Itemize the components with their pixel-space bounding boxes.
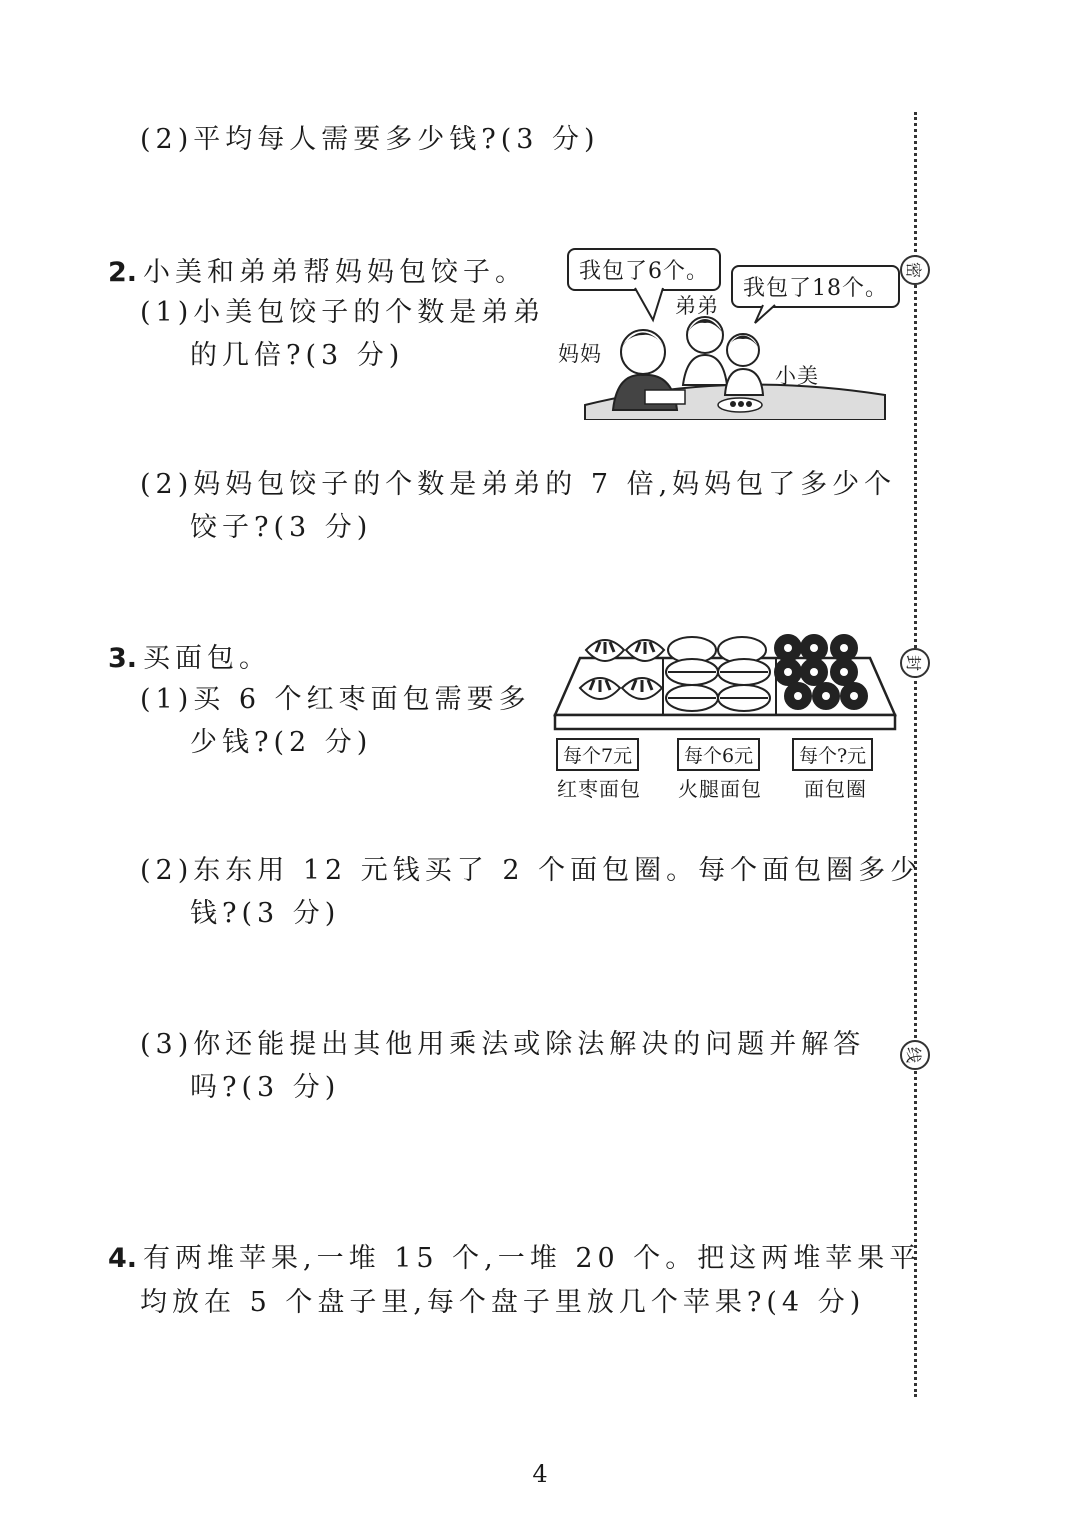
price-donut: 每个?元 bbox=[792, 738, 873, 771]
name-donut: 面包圈 bbox=[804, 777, 867, 801]
q2-stem-line bbox=[108, 250, 527, 289]
speech-bubble-brother: 我包了6个。 bbox=[567, 248, 721, 291]
q3-part1-line1: (1)买 6 个红枣面包需要多 bbox=[140, 684, 531, 715]
label-mother: 妈妈 bbox=[558, 342, 602, 366]
q2-part1-line2: 的几倍?(3 分) bbox=[190, 340, 405, 371]
q2-part2-line2: 饺子?(3 分) bbox=[190, 512, 373, 543]
family-drawing bbox=[555, 245, 900, 420]
page-number: 4 bbox=[532, 1460, 548, 1488]
price-red-date-bread: 每个7元 bbox=[556, 738, 639, 771]
q3-part2-line1: (2)东东用 12 元钱买了 2 个面包圈。每个面包圈多少 bbox=[140, 855, 923, 886]
q3-part3-line2: 吗?(3 分) bbox=[190, 1072, 341, 1103]
label-brother: 弟弟 bbox=[675, 294, 719, 318]
q3-stem-line bbox=[108, 636, 271, 675]
q2-number: 2. bbox=[108, 257, 138, 288]
q4-text-line1: 有两堆苹果,一堆 15 个,一堆 20 个。把这两堆苹果平 bbox=[143, 1243, 922, 1274]
binding-dotted-line bbox=[914, 112, 917, 1397]
q3-number: 3. bbox=[108, 643, 138, 674]
speech-bubble-xiaomei: 我包了18个。 bbox=[731, 265, 900, 308]
q4-line1 bbox=[108, 1236, 921, 1275]
bread-counter-drawing bbox=[550, 630, 900, 735]
q4-line2: 均放在 5 个盘子里,每个盘子里放几个苹果?(4 分) bbox=[140, 1287, 866, 1318]
q3-stem: 买面包。 bbox=[143, 643, 272, 674]
q3-part2-line2: 钱?(3 分) bbox=[190, 898, 341, 929]
name-red-date-bread: 红枣面包 bbox=[557, 777, 641, 801]
q2-part1-line1: (1)小美包饺子的个数是弟弟 bbox=[140, 297, 546, 328]
q2-stem: 小美和弟弟帮妈妈包饺子。 bbox=[143, 257, 528, 288]
seal-xian: 线 bbox=[900, 1040, 930, 1070]
bread-illustration bbox=[550, 630, 900, 805]
q3-part3-line1: (3)你还能提出其他用乘法或除法解决的问题并解答 bbox=[140, 1029, 866, 1060]
label-xiaomei: 小美 bbox=[775, 364, 819, 388]
q2-part2-line1: (2)妈妈包饺子的个数是弟弟的 7 倍,妈妈包了多少个 bbox=[140, 469, 897, 500]
q4-number: 4. bbox=[108, 1243, 138, 1274]
price-ham-bread: 每个6元 bbox=[677, 738, 760, 771]
q1-part2: (2)平均每人需要多少钱?(3 分) bbox=[140, 124, 600, 155]
seal-feng: 封 bbox=[900, 648, 930, 678]
dumpling-illustration bbox=[555, 245, 900, 420]
name-ham-bread: 火腿面包 bbox=[678, 777, 762, 801]
seal-mi: 密 bbox=[900, 255, 930, 285]
q3-part1-line2: 少钱?(2 分) bbox=[190, 727, 373, 758]
